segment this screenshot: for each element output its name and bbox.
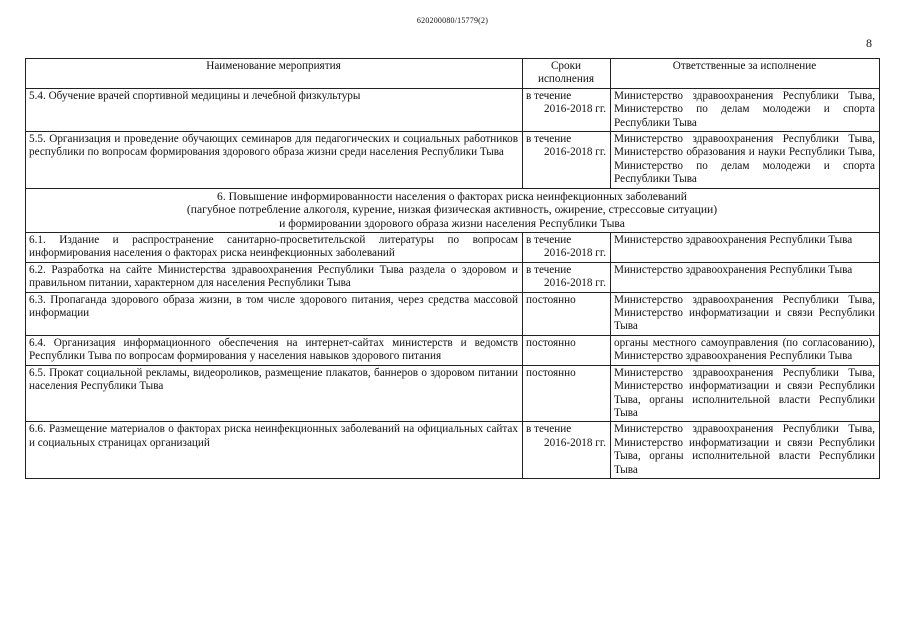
header-responsible: Ответственные за исполнение bbox=[611, 59, 880, 89]
term-line: в течение bbox=[526, 133, 572, 146]
row-term bbox=[523, 335, 611, 365]
table-row bbox=[26, 88, 880, 131]
table-row bbox=[26, 233, 880, 263]
section-subtitle: (пагубное потребление алкоголя, курение, низкая физическая активность, ожирение, стрессовые ситуации) bbox=[186, 203, 718, 217]
section-heading bbox=[26, 188, 880, 232]
term-line: постоянно bbox=[526, 293, 576, 306]
table-header-row bbox=[26, 59, 880, 89]
row-term bbox=[523, 88, 611, 131]
term-line: в течение bbox=[526, 89, 572, 102]
row-responsible: Министерство здравоохранения Республики Тыва, Министерство информатизации и связи Республики Тыва, органы исполнительной власти Республики Тыва bbox=[611, 422, 880, 479]
table-row bbox=[26, 335, 880, 365]
row-responsible: Министерство здравоохранения Республики Тыва, Министерство по делам молодежи и спорта Республики Тыва bbox=[611, 88, 880, 131]
row-name: 5.5. Организация и проведение обучающих семинаров для педагогических и социальных работников республики по вопросам формирования здорового образа жизни среди населения Республики Тыва bbox=[26, 132, 523, 189]
section-subtitle: и формировании здорового образа жизни населения Республики Тыва bbox=[279, 217, 625, 231]
row-responsible: Министерство здравоохранения Республики Тыва, Министерство информатизации и связи Республики Тыва bbox=[611, 292, 880, 335]
row-name: 6.4. Организация информационного обеспечения на интернет-сайтах министерств и ведомств Республики Тыва по вопросам формирования у населения навыков здорового питания bbox=[26, 335, 523, 365]
row-term bbox=[523, 365, 611, 422]
document-id: 620200080/15779(2) bbox=[416, 16, 489, 25]
term-line: в течение bbox=[526, 263, 572, 276]
term-line: 2016-2018 гг. bbox=[544, 436, 606, 449]
header-term: Сроки исполнения bbox=[523, 59, 611, 89]
row-term bbox=[523, 262, 611, 292]
row-term bbox=[523, 422, 611, 479]
row-name: 6.5. Прокат социальной рекламы, видеороликов, размещение плакатов, баннеров о здоровом питании населения Республики Тыва bbox=[26, 365, 523, 422]
row-term bbox=[523, 132, 611, 189]
term-line: 2016-2018 гг. bbox=[544, 247, 606, 260]
term-line: в течение bbox=[526, 423, 572, 436]
row-name: 6.6. Размещение материалов о факторах риска неинфекционных заболеваний на официальных сайтах и социальных страницах организаций bbox=[26, 422, 523, 479]
term-line: постоянно bbox=[526, 336, 576, 349]
row-responsible: органы местного самоуправления (по согласованию), Министерство здравоохранения Республики Тыва bbox=[611, 335, 880, 365]
row-responsible: Министерство здравоохранения Республики Тыва, Министерство информатизации и связи Республики Тыва, органы исполнительной власти Республики Тыва bbox=[611, 365, 880, 422]
term-line: в течение bbox=[526, 234, 572, 247]
row-name: 6.2. Разработка на сайте Министерства здравоохранения Республики Тыва раздела о здоровом и правильном питании, характерном для населения Республики Тыва bbox=[26, 262, 523, 292]
measures-table bbox=[25, 58, 880, 479]
row-name: 6.1. Издание и распространение санитарно-просветительской литературы по вопросам информирования населения о факторах риска неинфекционных заболеваний bbox=[26, 233, 523, 263]
section-row bbox=[26, 188, 880, 232]
row-name: 5.4. Обучение врачей спортивной медицины и лечебной физкультуры bbox=[26, 88, 523, 131]
section-title: 6. Повышение информированности населения о факторах риска неинфекционных заболеваний bbox=[217, 189, 687, 203]
table-row bbox=[26, 262, 880, 292]
row-term bbox=[523, 292, 611, 335]
header-name: Наименование мероприятия bbox=[26, 59, 523, 89]
table-row bbox=[26, 422, 880, 479]
table-row bbox=[26, 132, 880, 189]
table-row bbox=[26, 292, 880, 335]
row-responsible: Министерство здравоохранения Республики Тыва bbox=[611, 262, 880, 292]
term-line: 2016-2018 гг. bbox=[544, 146, 606, 159]
term-line: постоянно bbox=[526, 366, 576, 379]
term-line: 2016-2018 гг. bbox=[544, 277, 606, 290]
table-row bbox=[26, 365, 880, 422]
row-term bbox=[523, 233, 611, 263]
row-name: 6.3. Пропаганда здорового образа жизни, в том числе здорового питания, через средства массовой информации bbox=[26, 292, 523, 335]
row-responsible: Министерство здравоохранения Республики Тыва, Министерство образования и науки Республики Тыва, Министерство по делам молодежи и спорта Республики Тыва bbox=[611, 132, 880, 189]
term-line: 2016-2018 гг. bbox=[544, 103, 606, 116]
page-number: 8 bbox=[866, 36, 872, 50]
row-responsible: Министерство здравоохранения Республики Тыва bbox=[611, 233, 880, 263]
